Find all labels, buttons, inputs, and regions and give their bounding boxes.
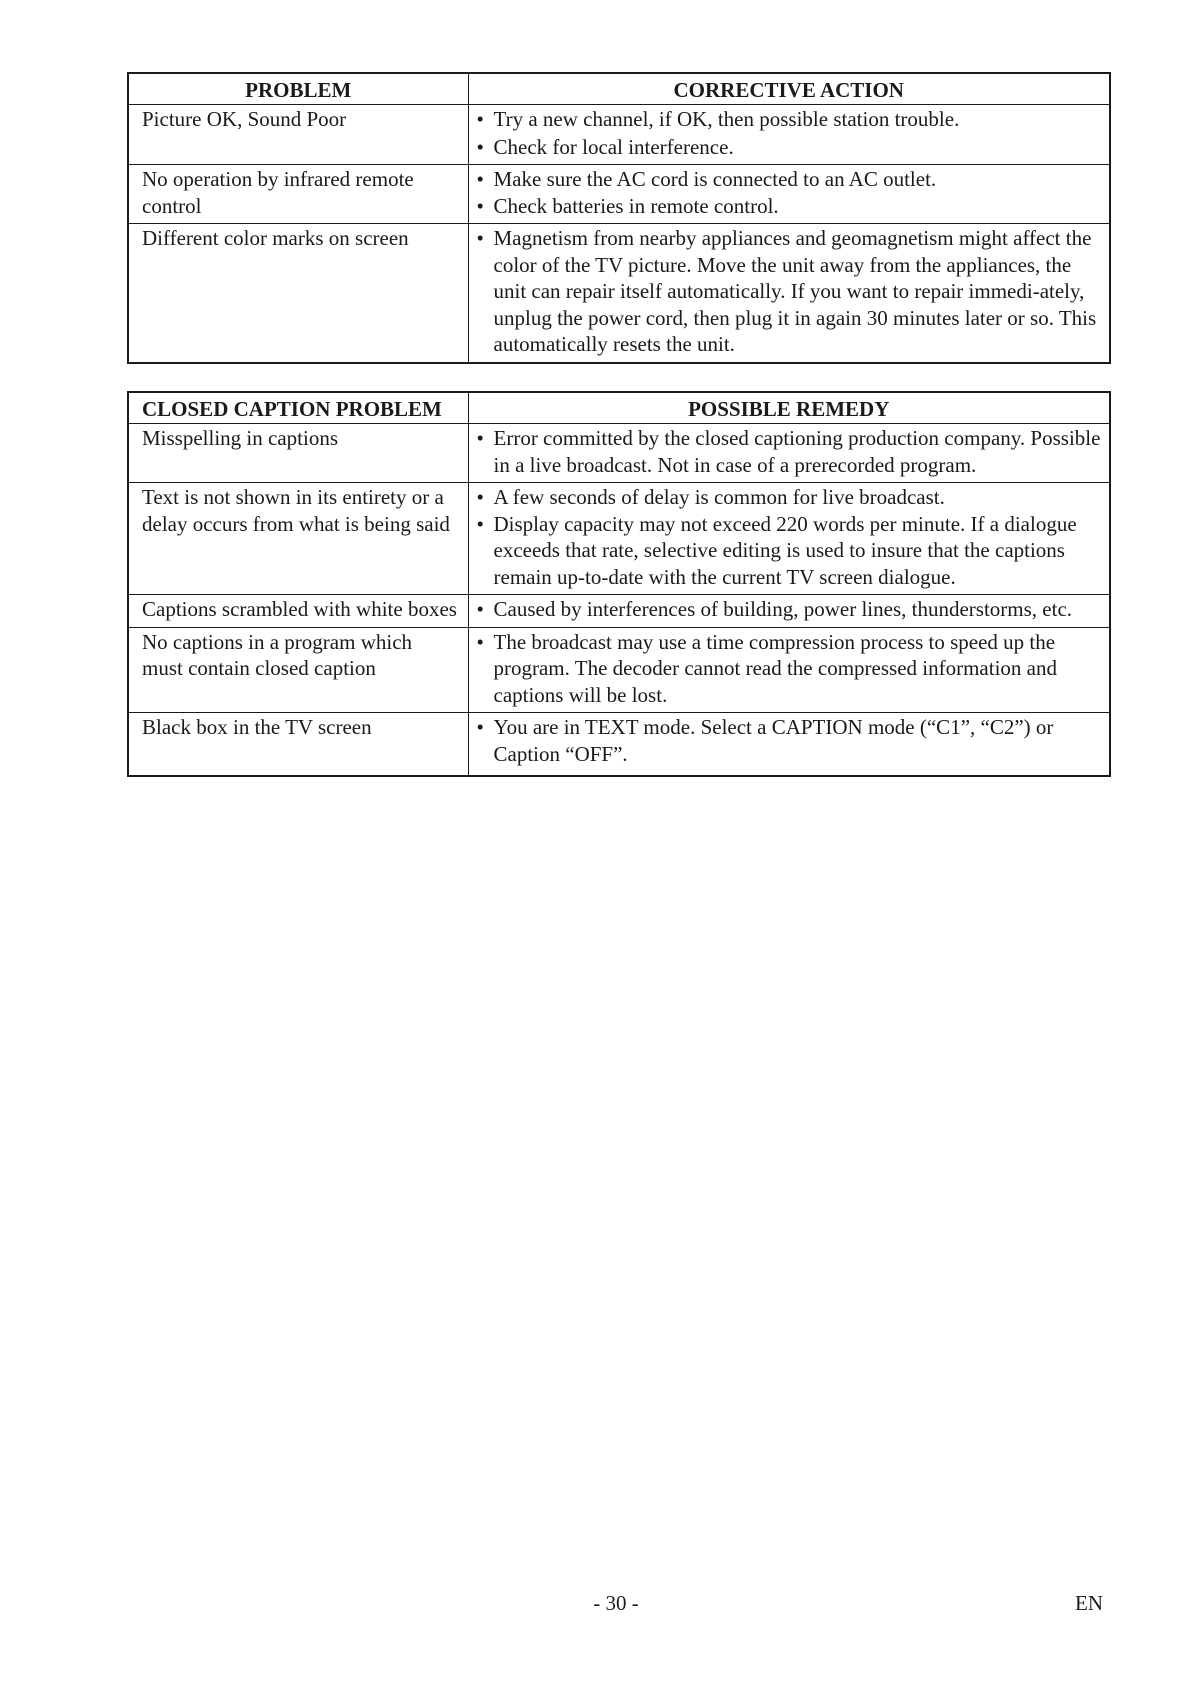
problem-cell: Black box in the TV screen [128,713,468,777]
possible-remedy-column-header: POSSIBLE REMEDY [468,392,1110,424]
bullet-icon: • [476,134,484,159]
action-item [477,225,1106,358]
language-code: EN [1075,1591,1103,1615]
closed-caption-table [127,391,1111,777]
problem-cell: Picture OK, Sound Poor [128,105,468,165]
action-text: Check batteries in remote control. [493,193,779,218]
bullet-icon: • [476,485,484,509]
problem-cell: Captions scrambled with white boxes [128,595,468,628]
bullet-icon: • [476,629,484,654]
action-cell [468,224,1110,363]
action-cell [468,165,1110,224]
problem-cell: Misspelling in captions [128,424,468,483]
table-row [128,713,1110,777]
remedy-text: A few seconds of delay is common for live broadcast. [493,485,945,509]
table-row [128,165,1110,224]
remedy-item [477,629,1106,709]
remedy-cell [468,627,1110,713]
action-text: Try a new channel, if OK, then possible station trouble. [493,107,960,131]
remedy-text: Error committed by the closed captioning production company. Possible in a live broadcast. Not in case of a prerecorded program. [493,426,1101,477]
action-cell [468,105,1110,165]
action-text: Magnetism from nearby appliances and geomagnetism might affect the color of the TV picture. Move the unit away from the appliances, the unit can repair itself automatically. If you want to repair immedi-ately, unplug the power cord, then plug it in again 30 minutes later or so. This automatically resets the unit. [493,226,1097,356]
remedy-text: The broadcast may use a time compression process to speed up the program. The decoder cannot read the compressed information and captions will be lost. [493,629,1057,707]
remedy-item [477,484,1106,511]
remedy-cell [468,713,1110,777]
action-item [477,134,1106,161]
table-row [128,105,1110,165]
table-header-row [128,73,1110,105]
action-item [477,166,1106,193]
remedy-text: Display capacity may not exceed 220 words per minute. If a dialogue exceeds that rate, selective editing is used to insure that the captions remain up-to-date with the current TV screen dialogue. [493,511,1077,589]
troubleshooting-table [127,72,1111,364]
remedy-text: You are in TEXT mode. Select a CAPTION mode (“C1”, “C2”) or Caption “OFF”. [493,715,1054,766]
remedy-text: Caused by interferences of building, power lines, thunderstorms, etc. [493,597,1073,621]
table-header-row [128,392,1110,424]
problem-column-header: PROBLEM [128,73,468,105]
remedy-item [477,511,1106,591]
table-row [128,483,1110,595]
page-number: - 30 - [593,1591,639,1615]
bullet-icon: • [476,715,484,739]
problem-cell: No operation by infrared remote control [128,165,468,224]
closed-caption-problem-column-header: CLOSED CAPTION PROBLEM [128,392,468,424]
remedy-cell [468,483,1110,595]
remedy-item [477,425,1106,478]
remedy-cell [468,595,1110,628]
table-row [128,424,1110,483]
remedy-item [477,714,1106,767]
problem-cell: No captions in a program which must contain closed caption [128,627,468,713]
remedy-cell [468,424,1110,483]
corrective-action-column-header: CORRECTIVE ACTION [468,73,1110,105]
table-row [128,595,1110,628]
table-row [128,224,1110,363]
action-text: Make sure the AC cord is connected to an AC outlet. [493,167,937,191]
bullet-icon: • [476,426,484,450]
remedy-item [477,596,1106,623]
problem-cell: Different color marks on screen [128,224,468,363]
bullet-icon: • [476,226,484,250]
bullet-icon: • [476,597,484,621]
bullet-icon: • [476,511,484,536]
action-item [477,193,1106,220]
bullet-icon: • [476,107,484,131]
bullet-icon: • [476,167,484,191]
action-text: Check for local interference. [493,134,734,159]
action-item [477,106,1106,133]
problem-cell: Text is not shown in its entirety or a delay occurs from what is being said [128,483,468,595]
bullet-icon: • [476,193,484,218]
table-row [128,627,1110,713]
